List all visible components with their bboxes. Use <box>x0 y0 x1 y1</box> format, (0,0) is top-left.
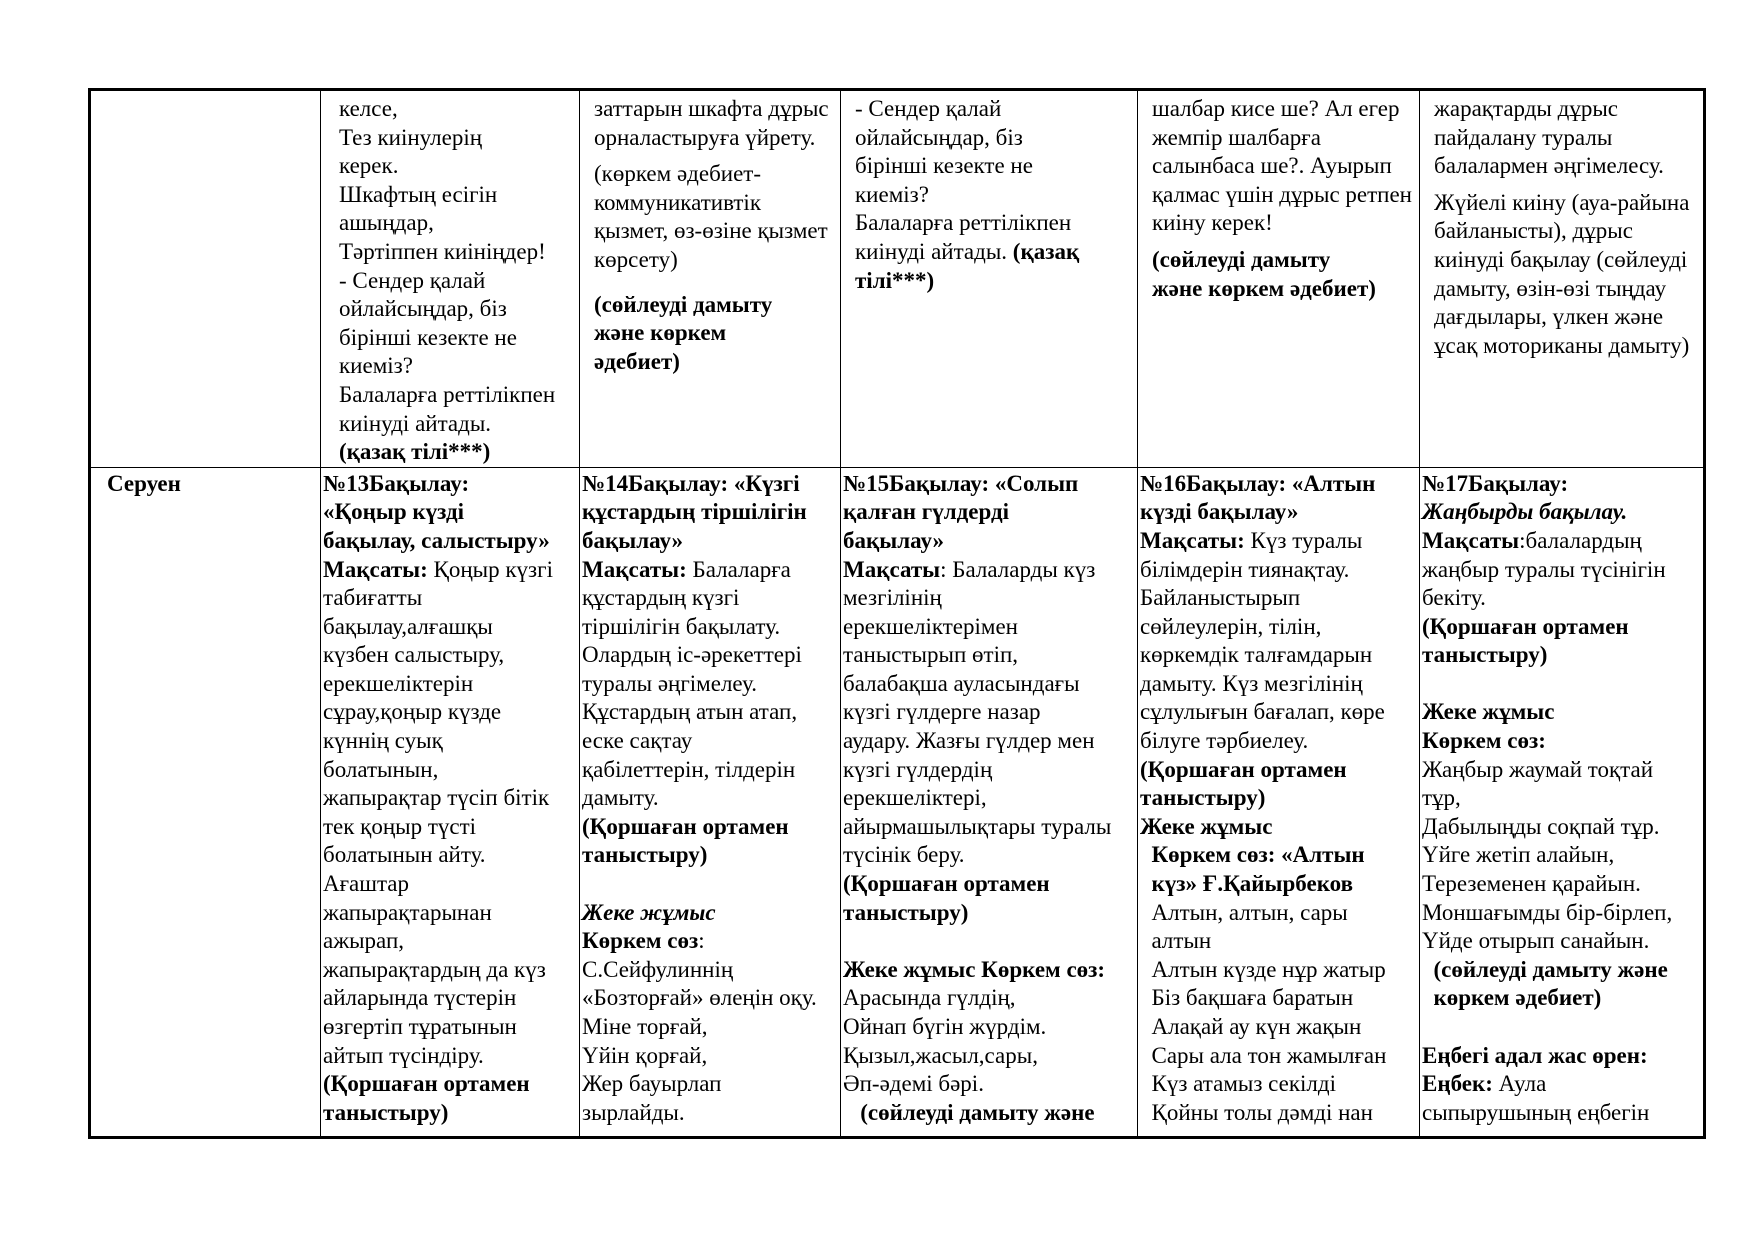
text-line: құстардың тіршілігін <box>582 499 807 525</box>
text-line: Көркем сөз: <box>1422 728 1546 754</box>
text-line: сұрау,қоңыр күзде <box>323 699 502 725</box>
text-line: және көркем әдебиет) <box>1152 275 1376 301</box>
text-line: көркемдік талғамдарын <box>1140 642 1373 668</box>
text-line: алтын <box>1140 928 1212 954</box>
text-line <box>594 152 840 160</box>
text-line <box>1422 1070 1703 1099</box>
text-line: дағдылары, үлкен және <box>1434 304 1664 330</box>
text-line: (қазақ тілі***) <box>339 439 491 465</box>
row-label-text: Серуен <box>107 470 181 496</box>
bold-fragment: Көркем сөз <box>582 928 699 954</box>
text-line: қалмас үшін дұрыс ретпен <box>1152 181 1412 207</box>
bold-fragment: Мақсаты: <box>1140 527 1245 553</box>
text-line: болатынын айту. <box>323 842 486 868</box>
bold-fragment: Мақсаты: <box>582 556 687 582</box>
text-line: (сөйлеуді дамыту және <box>1422 956 1668 982</box>
text-line: байланысты), дұрыс <box>1434 218 1633 244</box>
text-line: Күз атамыз секілді <box>1140 1071 1337 1097</box>
table-row <box>90 90 1705 468</box>
text-line: Сары ала тон жамылған <box>1140 1042 1387 1068</box>
schedule-table <box>88 88 1706 1139</box>
text-line: мезгілінің <box>843 585 942 611</box>
text-line: №13Бақылау: <box>323 470 470 496</box>
text-line: білуге тәрбиелеу. <box>1140 728 1309 754</box>
text-line: балабақша ауласындағы <box>843 670 1080 696</box>
text-line: әдебиет) <box>594 348 680 374</box>
text-line: жапырақтардың да күз <box>323 956 546 982</box>
bold-fragment: Мақсаты: <box>323 556 428 582</box>
text-line: (Қоршаған ортамен <box>1140 756 1347 782</box>
text-line: Еңбегі адал жас өрен: <box>1422 1042 1648 1068</box>
text-fragment: : <box>698 928 705 954</box>
text-line: (Қоршаған ортамен <box>323 1071 530 1097</box>
text-line: Тәртіппен киініңдер! <box>339 238 546 264</box>
text-line: киіну керек! <box>1152 210 1273 236</box>
text-fragment: : Балаларды күз <box>940 556 1096 582</box>
text-line: құстардың күзгі <box>582 585 740 611</box>
text-line: дамыту. <box>582 785 659 811</box>
text-line: Қызыл,жасыл,сары, <box>843 1042 1038 1068</box>
text-line: айырмашылықтары туралы <box>843 813 1112 839</box>
text-line: бекіту. <box>1422 585 1486 611</box>
text-line: шалбар кисе ше? Ал егер <box>1152 96 1400 121</box>
text-line: Көркем сөз: «Алтын <box>1140 842 1365 868</box>
text-line: білімдерін тиянақтау. <box>1140 556 1350 582</box>
text-line: сөйлеулерін, тілін, <box>1140 613 1322 639</box>
text-line: керек. <box>339 153 399 179</box>
text-line <box>1434 181 1703 189</box>
cell-text <box>580 91 840 376</box>
text-line: Балаларға реттілікпен <box>339 381 556 407</box>
text-line: дамыту, өзін-өзі тыңдау <box>1434 275 1667 301</box>
text-line: Моншағымды бір-бірлеп, <box>1422 899 1673 925</box>
text-line: №15Бақылау: «Солып <box>843 470 1079 496</box>
row-label <box>90 467 321 1137</box>
text-line: дамыту. Күз мезгілінің <box>1140 670 1363 696</box>
text-line: Алтын, алтын, сары <box>1140 899 1348 925</box>
row-label <box>90 90 321 468</box>
text-line: №17Бақылау: <box>1422 470 1569 496</box>
text-line: және көркем <box>594 320 727 346</box>
text-line: күзгі гүлдердің <box>843 756 993 782</box>
text-line: пайдалану туралы <box>1434 124 1613 150</box>
text-line: №16Бақылау: «Алтын <box>1140 470 1376 496</box>
text-fragment: киінуді айтады. <box>855 238 1013 264</box>
text-line: «Бозторғай» өлеңін оқу. <box>582 985 817 1011</box>
text-line <box>843 556 1137 585</box>
text-line: орналастыруға үйрету. <box>594 124 816 150</box>
cell-text <box>321 91 579 467</box>
table-cell <box>321 467 580 1137</box>
text-line: еске сақтау <box>582 728 693 754</box>
text-line: Жаңбырды бақылау. <box>1422 499 1628 525</box>
text-line <box>1422 527 1703 556</box>
text-line: ойлайсыңдар, біз <box>339 296 507 322</box>
text-line <box>582 556 840 585</box>
text-line: - Сендер қалай <box>339 267 486 293</box>
text-line: Қойны толы дәмді нан <box>1140 1099 1373 1125</box>
cell-text <box>1420 468 1703 1128</box>
text-line: Жеке жұмыс <box>582 899 716 925</box>
text-line: күзбен салыстыру, <box>323 642 505 668</box>
text-line: таныстыру) <box>582 842 708 868</box>
text-line: (сөйлеуді дамыту <box>594 291 773 317</box>
text-line: келсе, <box>339 96 398 121</box>
text-fragment: Қоңыр күзгі <box>427 556 553 582</box>
table-cell <box>841 467 1138 1137</box>
text-line: Жер бауырлап <box>582 1071 722 1097</box>
table-cell <box>1420 90 1705 468</box>
text-line: күзді бақылау» <box>1140 499 1299 525</box>
text-line: қызмет, өз-өзіне қызмет <box>594 218 828 244</box>
text-line: Алақай ау күн жақын <box>1140 1014 1362 1039</box>
text-line: Ағаштар <box>323 871 410 897</box>
table-cell <box>1138 90 1420 468</box>
text-line: Үйде отырып санайын. <box>1422 928 1650 954</box>
text-line: күз» Ғ.Қайырбеков <box>1140 871 1354 897</box>
text-line <box>582 927 840 956</box>
text-line: (сөйлеуді дамыту және <box>843 1099 1095 1125</box>
text-line: өзгертіп тұратынын <box>323 1014 517 1039</box>
text-line: Жеке жұмыс <box>1140 813 1273 839</box>
text-line: Олардың іс-әрекеттері <box>582 642 802 668</box>
text-line: тұр, <box>1422 785 1461 811</box>
text-line: (сөйлеуді дамыту <box>1152 246 1331 272</box>
text-line: (көркем әдебиет- <box>594 161 761 187</box>
text-line: зырлайды. <box>582 1099 685 1125</box>
text-line: Шкафтың есігін <box>339 181 498 207</box>
text-line <box>594 283 840 291</box>
text-line: Байланыстырып <box>1140 585 1301 611</box>
text-fragment: Балаларға <box>686 556 791 582</box>
text-line: Құстардың атын атап, <box>582 699 798 725</box>
text-line: көркем әдебиет) <box>1422 985 1602 1011</box>
text-fragment: Аула <box>1492 1071 1547 1097</box>
text-line: (Қоршаған ортамен <box>1422 613 1629 639</box>
text-line: таныстыру) <box>323 1099 449 1125</box>
cell-text <box>580 468 840 1128</box>
text-line: Ойнап бүгін жүрдім. <box>843 1014 1047 1039</box>
text-line: Жаңбыр жаумай тоқтай <box>1422 756 1654 782</box>
text-line: Міне торғай, <box>582 1014 708 1039</box>
text-line <box>1140 527 1419 556</box>
text-line: - Сендер қалай <box>855 96 1002 121</box>
text-line: Дабылыңды соқпай тұр. <box>1422 813 1660 839</box>
text-line: жемпір шалбарға <box>1152 124 1321 150</box>
text-line: ұсақ моториканы дамыту) <box>1434 332 1690 358</box>
table-cell <box>841 90 1138 468</box>
text-line: Үйге жетіп алайын, <box>1422 842 1615 868</box>
text-line: табиғатты <box>323 585 423 611</box>
text-line: ашыңдар, <box>339 210 434 236</box>
text-line: бақылау» <box>843 527 945 553</box>
text-line: ажырап, <box>323 928 405 954</box>
table-cell <box>321 90 580 468</box>
text-line: қалған гүлдерді <box>843 499 1010 525</box>
cell-text <box>1138 468 1419 1128</box>
text-fragment: :балалардың <box>1519 527 1642 553</box>
text-line: қабілеттерін, тілдерін <box>582 756 796 782</box>
text-line: туралы әңгімелеу. <box>582 670 758 696</box>
text-line: коммуникативтік <box>594 189 761 215</box>
text-line: аудару. Жазғы гүлдер мен <box>843 728 1095 754</box>
text-line: бірінші кезекте не <box>855 153 1033 179</box>
text-line: балалармен әңгімелесу. <box>1434 153 1664 179</box>
text-line <box>582 870 840 899</box>
text-line <box>323 556 579 585</box>
text-line: таныстыру) <box>843 899 969 925</box>
table-cell <box>1138 467 1420 1137</box>
text-line: С.Сейфулиннің <box>582 956 734 982</box>
text-line: «Қоңыр күзді <box>323 499 465 525</box>
text-line: Жеке жұмыс <box>1422 699 1555 725</box>
text-line: Әп-әдемі бәрі. <box>843 1071 984 1097</box>
text-line: тіршілігін бақылату. <box>582 613 781 639</box>
text-line: киеміз? <box>855 181 929 207</box>
text-line: сұлулығын бағалап, көре <box>1140 699 1385 725</box>
text-line: тек қоңыр түсті <box>323 813 477 839</box>
text-line: ойлайсыңдар, біз <box>855 124 1023 150</box>
cell-text <box>321 468 579 1128</box>
text-line: сыпырушының еңбегін <box>1422 1099 1650 1125</box>
text-line: жаңбыр туралы түсінігін <box>1422 556 1666 582</box>
text-line: айларында түстерін <box>323 985 517 1011</box>
text-line: Біз бақшаға баратын <box>1140 985 1354 1011</box>
text-line: ерекшеліктерімен <box>843 613 1018 639</box>
text-line <box>843 927 1137 956</box>
table-cell <box>1420 467 1705 1137</box>
text-line: күннің суық <box>323 728 443 754</box>
text-line: жапырақтарынан <box>323 899 492 925</box>
text-line: ерекшеліктері, <box>843 785 987 811</box>
text-line: Жүйелі киіну (ауа-райына <box>1434 189 1690 215</box>
text-line: күзгі гүлдерге назар <box>843 699 1041 725</box>
text-line: түсінік беру. <box>843 842 965 868</box>
text-line: Тез киінулерің <box>339 124 483 150</box>
text-line: көрсету) <box>594 246 678 272</box>
text-line: киінуді айтады. <box>339 410 492 436</box>
table-cell <box>580 90 841 468</box>
text-line: Жеке жұмыс Көркем сөз: <box>843 956 1106 982</box>
cell-text <box>841 468 1137 1128</box>
text-line: Арасында гүлдің, <box>843 985 1016 1011</box>
text-line: жарақтарды дұрыс <box>1434 96 1618 121</box>
text-line: бақылау,алғашқы <box>323 613 493 639</box>
text-line <box>594 275 840 283</box>
text-line <box>855 238 1137 267</box>
bold-fragment: Мақсаты <box>843 556 941 582</box>
table-cell <box>580 467 841 1137</box>
bold-fragment: Мақсаты <box>1422 527 1520 553</box>
text-fragment: Күз туралы <box>1244 527 1363 553</box>
text-line: бақылау» <box>582 527 684 553</box>
text-line: (Қоршаған ортамен <box>843 871 1050 897</box>
text-line: айтып түсіндіру. <box>323 1042 484 1068</box>
text-line: киеміз? <box>339 353 413 379</box>
text-line: Тереземенен қарайын. <box>1422 871 1641 897</box>
text-line <box>1422 1013 1703 1042</box>
text-line: бірінші кезекте не <box>339 324 517 350</box>
text-line: салынбаса ше?. Ауырып <box>1152 153 1392 179</box>
bold-fragment: (қазақ <box>1012 238 1080 264</box>
text-line: таныстыру) <box>1422 642 1548 668</box>
text-line: тілі***) <box>855 267 935 293</box>
bold-fragment: Еңбек: <box>1422 1071 1493 1097</box>
cell-text <box>1420 91 1703 360</box>
text-line: бақылау, салыстыру» <box>323 527 550 553</box>
text-line: №14Бақылау: «Күзгі <box>582 470 800 496</box>
text-line: Алтын күзде нұр жатыр <box>1140 956 1386 982</box>
text-line: болатынын, <box>323 756 439 782</box>
text-line: ерекшеліктерін <box>323 670 474 696</box>
text-line: Балаларға реттілікпен <box>855 210 1072 236</box>
cell-text <box>841 91 1137 295</box>
text-line: киінуді бақылау (сөйлеуді <box>1434 246 1688 272</box>
text-line: Үйін қорғай, <box>582 1042 708 1068</box>
table-row <box>90 467 1705 1137</box>
text-line: таныстыру) <box>1140 785 1266 811</box>
text-line: таныстырып өтіп, <box>843 642 1019 668</box>
text-line: заттарын шкафта дұрыс <box>594 96 829 121</box>
text-line: (Қоршаған ортамен <box>582 813 789 839</box>
text-line <box>1152 238 1419 246</box>
text-line <box>1422 670 1703 699</box>
cell-text <box>1138 91 1419 303</box>
text-line: жапырақтар түсіп бітік <box>323 785 550 811</box>
